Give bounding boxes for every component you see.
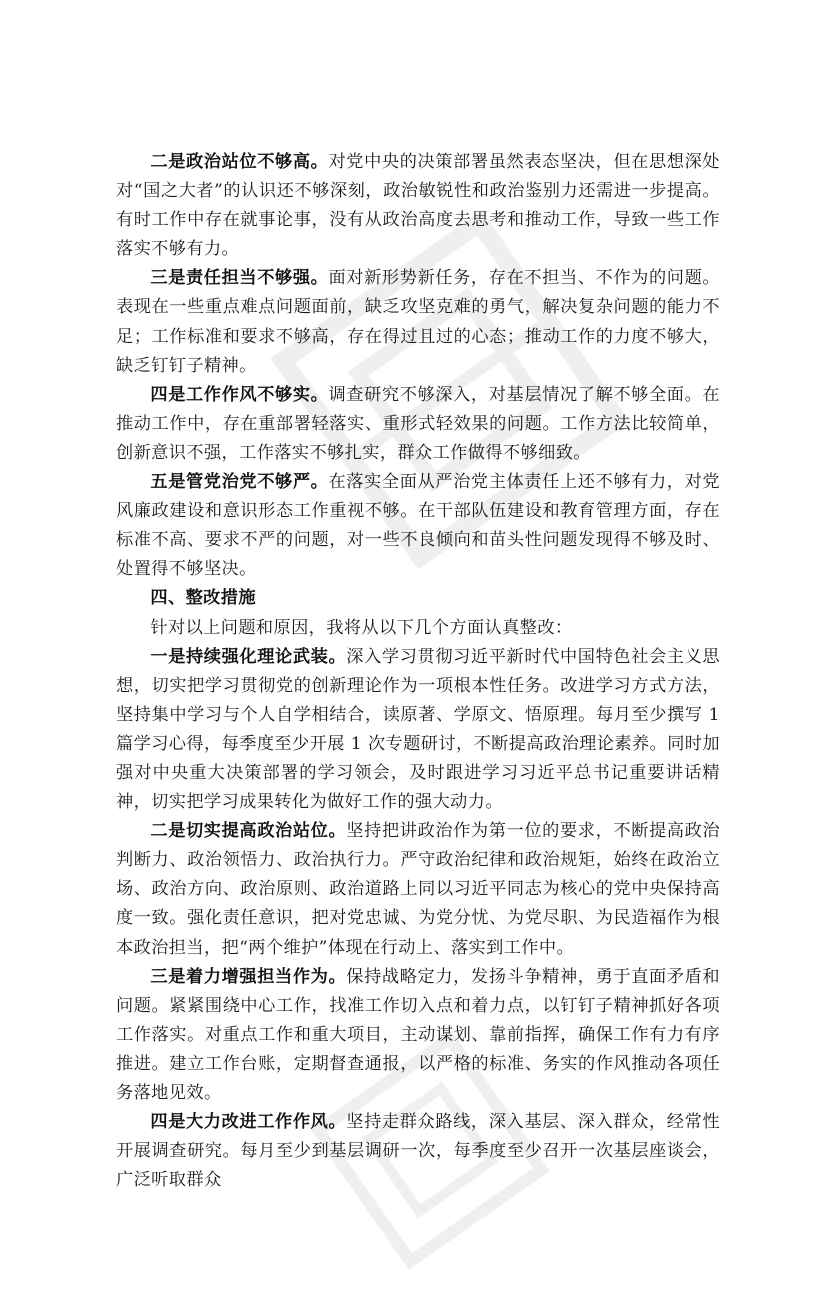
measure-text: 坚持把讲政治作为第一位的要求，不断提高政治判断力、政治领悟力、政治执行力。严守政治纪律和政治规矩，始终在政治立场、政治方向、政治原则、政治道路上同以习近平同志为核心的党中央保持高度一致。强化责任意识，把对党忠诚、为党分忧、为党尽职、为民造福作为根本政治担当，把“两个维护”体现在行动上、落实到工作中。 xyxy=(116,821,721,958)
paragraph-lead: 三是责任担当不够强。 xyxy=(150,268,329,289)
section-heading: 四、整改措施 xyxy=(150,588,256,609)
measure-political-stance xyxy=(116,817,720,962)
paragraph-work-style xyxy=(116,381,720,468)
measure-theory xyxy=(116,643,720,818)
measure-text: 深入学习贯彻习近平新时代中国特色社会主义思想，切实把学习贯彻党的创新理论作为一项根本性任务。改进学习方式方法，坚持集中学习与个人自学相结合，读原著、学原文、悟原理。每月至少撰写 1 篇学习心得，每季度至少开展 1 次专题研讨，不断提高政治理论素养。同时加强对中央重大决策部署的学习领会，及时跟进学习习近平总书记重要讲话精神，切实把学习成果转化为做好工作的强大动力。 xyxy=(116,646,721,813)
section-intro: 针对以上问题和原因，我将从以下几个方面认真整改： xyxy=(150,617,573,638)
paragraph-lead: 四是工作作风不够实。 xyxy=(150,384,329,405)
document-body xyxy=(116,148,720,1195)
measure-work-style xyxy=(116,1108,720,1195)
paragraph-text: 调查研究不够深入，对基层情况了解不够全面。在推动工作中，存在重部署轻落实、重形式轻效果的问题。工作方法比较简单，创新意识不强，工作落实不够扎实，群众工作做得不够细致。 xyxy=(116,384,720,463)
measure-text: 保持战略定力，发扬斗争精神，勇于直面矛盾和问题。紧紧围绕中心工作，找准工作切入点和着力点，以钉钉子精神抓好各项工作落实。对重点工作和重大项目，主动谋划、靠前指挥，确保工作有力有序推进。建立工作台账，定期督查通报，以严格的标准、务实的作风推动各项任务落地见效。 xyxy=(116,966,721,1103)
paragraph-text: 面对新形势新任务，存在不担当、不作为的问题。表现在一些重点难点问题面前，缺乏攻坚克难的勇气，解决复杂问题的能力不足；工作标准和要求不够高，存在得过且过的心态；推动工作的力度不够大，缺乏钉钉子精神。 xyxy=(116,268,720,376)
paragraph-responsibility xyxy=(116,264,720,380)
measure-lead: 二是切实提高政治站位。 xyxy=(150,821,347,842)
paragraph-text: 在落实全面从严治党主体责任上还不够有力，对党风廉政建设和意识形态工作重视不够。在干部队伍建设和教育管理方面，存在标准不高、要求不严的问题，对一些不良倾向和苗头性问题发现得不够及时、处置得不够坚决。 xyxy=(116,472,720,580)
paragraph-party-governance xyxy=(116,468,720,584)
measure-lead: 一是持续强化理论武装。 xyxy=(150,646,347,667)
measure-text: 坚持走群众路线，深入基层、深入群众，经常性开展调查研究。每月至少到基层调研一次，每季度至少召开一次基层座谈会，广泛听取群众 xyxy=(116,1112,721,1191)
paragraph-political-stance xyxy=(116,148,720,264)
paragraph-text: 对党中央的决策部署虽然表态坚决，但在思想深处对“国之大者”的认识还不够深刻，政治敏锐性和政治鉴别力还需进一步提高。有时工作中存在就事论事，没有从政治高度去思考和推动工作，导致一些工作落实不够有力。 xyxy=(116,152,720,260)
paragraph-lead: 五是管党治党不够严。 xyxy=(150,472,329,493)
paragraph-lead: 二是政治站位不够高。 xyxy=(150,152,329,172)
measure-responsibility xyxy=(116,963,720,1108)
measure-lead: 三是着力增强担当作为。 xyxy=(150,966,347,987)
measure-lead: 四是大力改进工作作风。 xyxy=(150,1112,347,1133)
